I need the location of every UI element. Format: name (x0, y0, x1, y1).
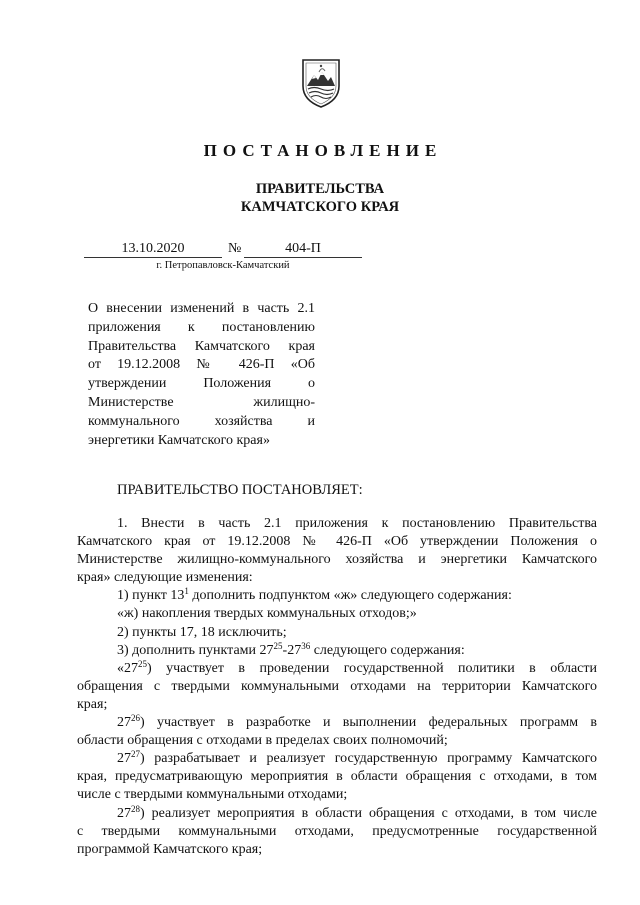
item-text: дополнить подпунктом «ж» следующего содержания: (188, 588, 512, 604)
list-item-subpoint: «ж) накопления твердых коммунальных отходов;» (117, 606, 417, 622)
clause-text: 27 (117, 805, 131, 821)
superscript: 36 (301, 640, 311, 651)
subject-line: Правительства Камчатского края (88, 338, 315, 354)
number-underline (244, 257, 362, 258)
clause-27-28 (77, 805, 597, 823)
clause-27-26 (77, 714, 597, 732)
subject-line: утверждении Положения о (88, 376, 315, 392)
subject-line: приложения к постановлению (88, 319, 315, 335)
clause-text: ) реализует мероприятия в области обращения с отходами, в том числе (140, 805, 597, 821)
clause-27-25 (77, 660, 597, 678)
subject-line: от 19.12.2008 № 426-П «Об (88, 357, 315, 373)
authority-line-2: КАМЧАТСКОГО КРАЯ (240, 199, 400, 215)
authority-line-1: ПРАВИТЕЛЬСТВА (255, 181, 385, 197)
paragraph-line: края, предусматривающую мероприятия в области обращения с отходами, в том (77, 769, 597, 785)
item-text: следующего содержания: (310, 642, 465, 658)
list-item-1 (77, 587, 597, 605)
subject-line: энергетики Камчатского края» (88, 432, 270, 448)
paragraph-line: края» следующие изменения: (77, 570, 253, 586)
paragraph-line: обращения с твердыми коммунальными отходами на территории Камчатского (77, 678, 597, 694)
item-text: -27 (282, 642, 302, 658)
item-text: 1) пункт 13 (117, 588, 185, 604)
paragraph-line: программой Камчатского края; (77, 841, 263, 857)
list-item-3 (77, 642, 597, 660)
list-item-2: 2) пункты 17, 18 исключить; (117, 624, 287, 640)
paragraph-line: с твердыми коммунальными отходами, предусмотренные государственной (77, 823, 597, 839)
paragraph-line: Камчатского края от 19.12.2008 № 426-П «Об утверждении Положения о (77, 534, 597, 550)
superscript: 25 (138, 658, 147, 669)
issuing-authority (0, 180, 640, 216)
document-number: 404-П (285, 241, 321, 256)
coat-of-arms-emblem (301, 56, 341, 108)
clause-text: 27 (117, 715, 131, 731)
decree-statement: ПРАВИТЕЛЬСТВО ПОСТАНОВЛЯЕТ: (117, 482, 363, 498)
clause-text: ) участвует в разработке и выполнении федеральных программ в (140, 715, 597, 731)
paragraph-line: края; (77, 696, 108, 712)
superscript: 28 (131, 803, 140, 814)
superscript: 1 (184, 586, 189, 597)
number-sign: № (228, 241, 242, 256)
superscript: 26 (131, 713, 140, 724)
paragraph-line: числе с твердыми коммунальными отходами; (77, 787, 348, 803)
subject-line: Министерстве жилищно- (88, 394, 315, 410)
clause-text: 27 (117, 751, 131, 767)
paragraph-line: области обращения с отходами в пределах своих полномочий; (77, 733, 448, 749)
clause-text: «27 (117, 660, 138, 676)
subject-line: О внесении изменений в часть 2.1 (88, 301, 315, 316)
paragraph-line: Министерстве жилищно-коммунального хозяйства и энергетики Камчатского (77, 552, 597, 568)
superscript: 25 (273, 640, 283, 651)
document-date: 13.10.2020 (121, 241, 185, 256)
document-body (77, 515, 597, 859)
clause-27-27 (77, 750, 597, 768)
document-subject (88, 300, 315, 450)
place-of-issue: г. Петропавловск-Камчатский (156, 260, 290, 271)
item-text: 3) дополнить пунктами 27 (117, 642, 274, 658)
date-underline (84, 257, 222, 258)
subject-line: коммунального хозяйства и (88, 413, 315, 429)
superscript: 27 (131, 749, 140, 760)
clause-text: ) разрабатывает и реализует государственную программу Камчатского (140, 751, 597, 767)
paragraph-line: 1. Внести в часть 2.1 приложения к постановлению Правительства (117, 516, 597, 531)
clause-text: ) участвует в проведении государственной политики в области (147, 660, 597, 676)
document-type-title: ПОСТАНОВЛЕНИЕ (203, 141, 443, 160)
